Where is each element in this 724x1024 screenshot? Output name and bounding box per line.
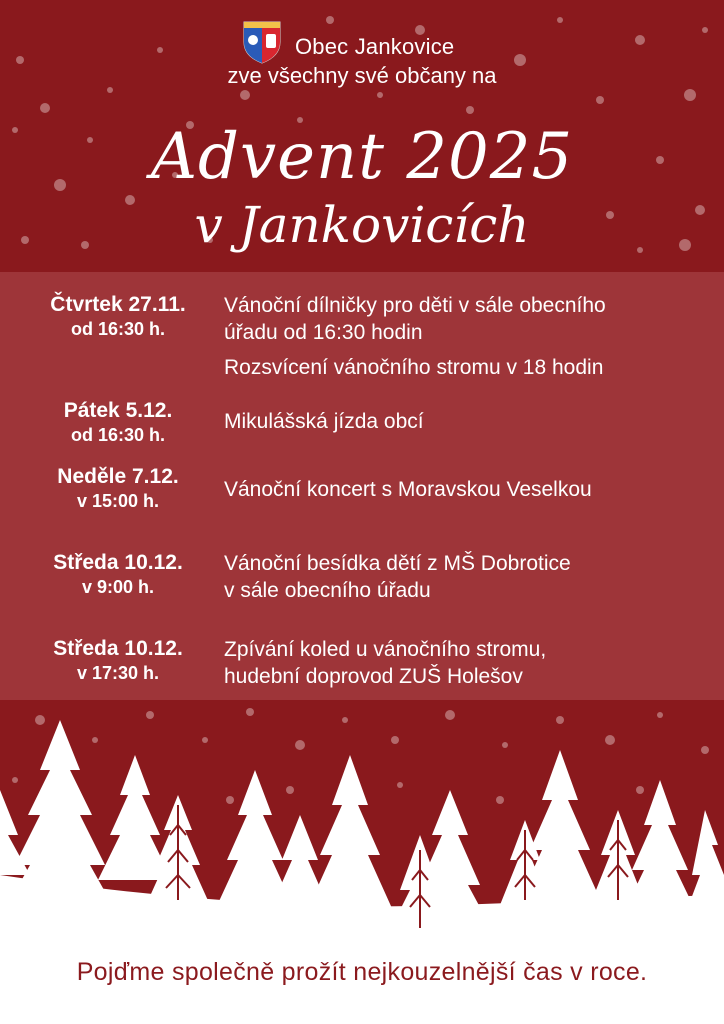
event-line: Mikulášská jízda obcí: [224, 410, 424, 433]
event-line: v sále obecního úřadu: [224, 579, 431, 602]
event-line: hudební doprovod ZUŠ Holešov: [224, 665, 523, 688]
event-description: [224, 550, 714, 604]
event-date: [18, 464, 218, 512]
event-date: [18, 550, 218, 598]
event-line: úřadu od 16:30 hodin: [224, 321, 423, 344]
event-time: od 16:30 h.: [70, 319, 166, 339]
invitation-text: zve všechny své občany na: [227, 63, 497, 88]
event-description: [224, 476, 714, 503]
event-line: Zpívání koled u vánočního stromu,: [224, 638, 547, 661]
poster-subtitle: v Jankovicích: [194, 196, 530, 254]
event-day: Středa 10.12.: [53, 551, 183, 574]
event-date: [18, 636, 218, 684]
event-line: Vánoční koncert s Moravskou Veselkou: [224, 478, 592, 501]
event-description: [224, 636, 714, 690]
event-description: [224, 408, 714, 435]
event-time: od 16:30 h.: [70, 425, 166, 445]
event-day: Neděle 7.12.: [57, 465, 179, 488]
event-day: Pátek 5.12.: [63, 399, 173, 422]
christmas-trees-illustration: [0, 700, 724, 950]
event-line: Rozsvícení vánočního stromu v 18 hodin: [224, 356, 604, 379]
event-line: Vánoční dílničky pro děti v sále obecního: [224, 294, 606, 317]
event-time: v 15:00 h.: [76, 491, 160, 511]
coat-of-arms-icon: [242, 20, 282, 64]
event-date: [18, 292, 218, 340]
poster-title: Advent 2025: [150, 120, 574, 194]
event-day: Středa 10.12.: [53, 637, 183, 660]
event-time: v 17:30 h.: [76, 663, 160, 683]
footer-slogan: Pojďme společně prožít nejkouzelnější čas v roce.: [76, 958, 648, 986]
organization-name: Obec Jankovice: [295, 34, 455, 59]
event-line: Vánoční besídka dětí z MŠ Dobrotice: [224, 552, 571, 575]
event-date: [18, 398, 218, 446]
program-band: [0, 272, 724, 700]
event-time: v 9:00 h.: [81, 577, 155, 597]
event-description: [224, 292, 714, 381]
event-day: Čtvrtek 27.11.: [50, 293, 186, 316]
